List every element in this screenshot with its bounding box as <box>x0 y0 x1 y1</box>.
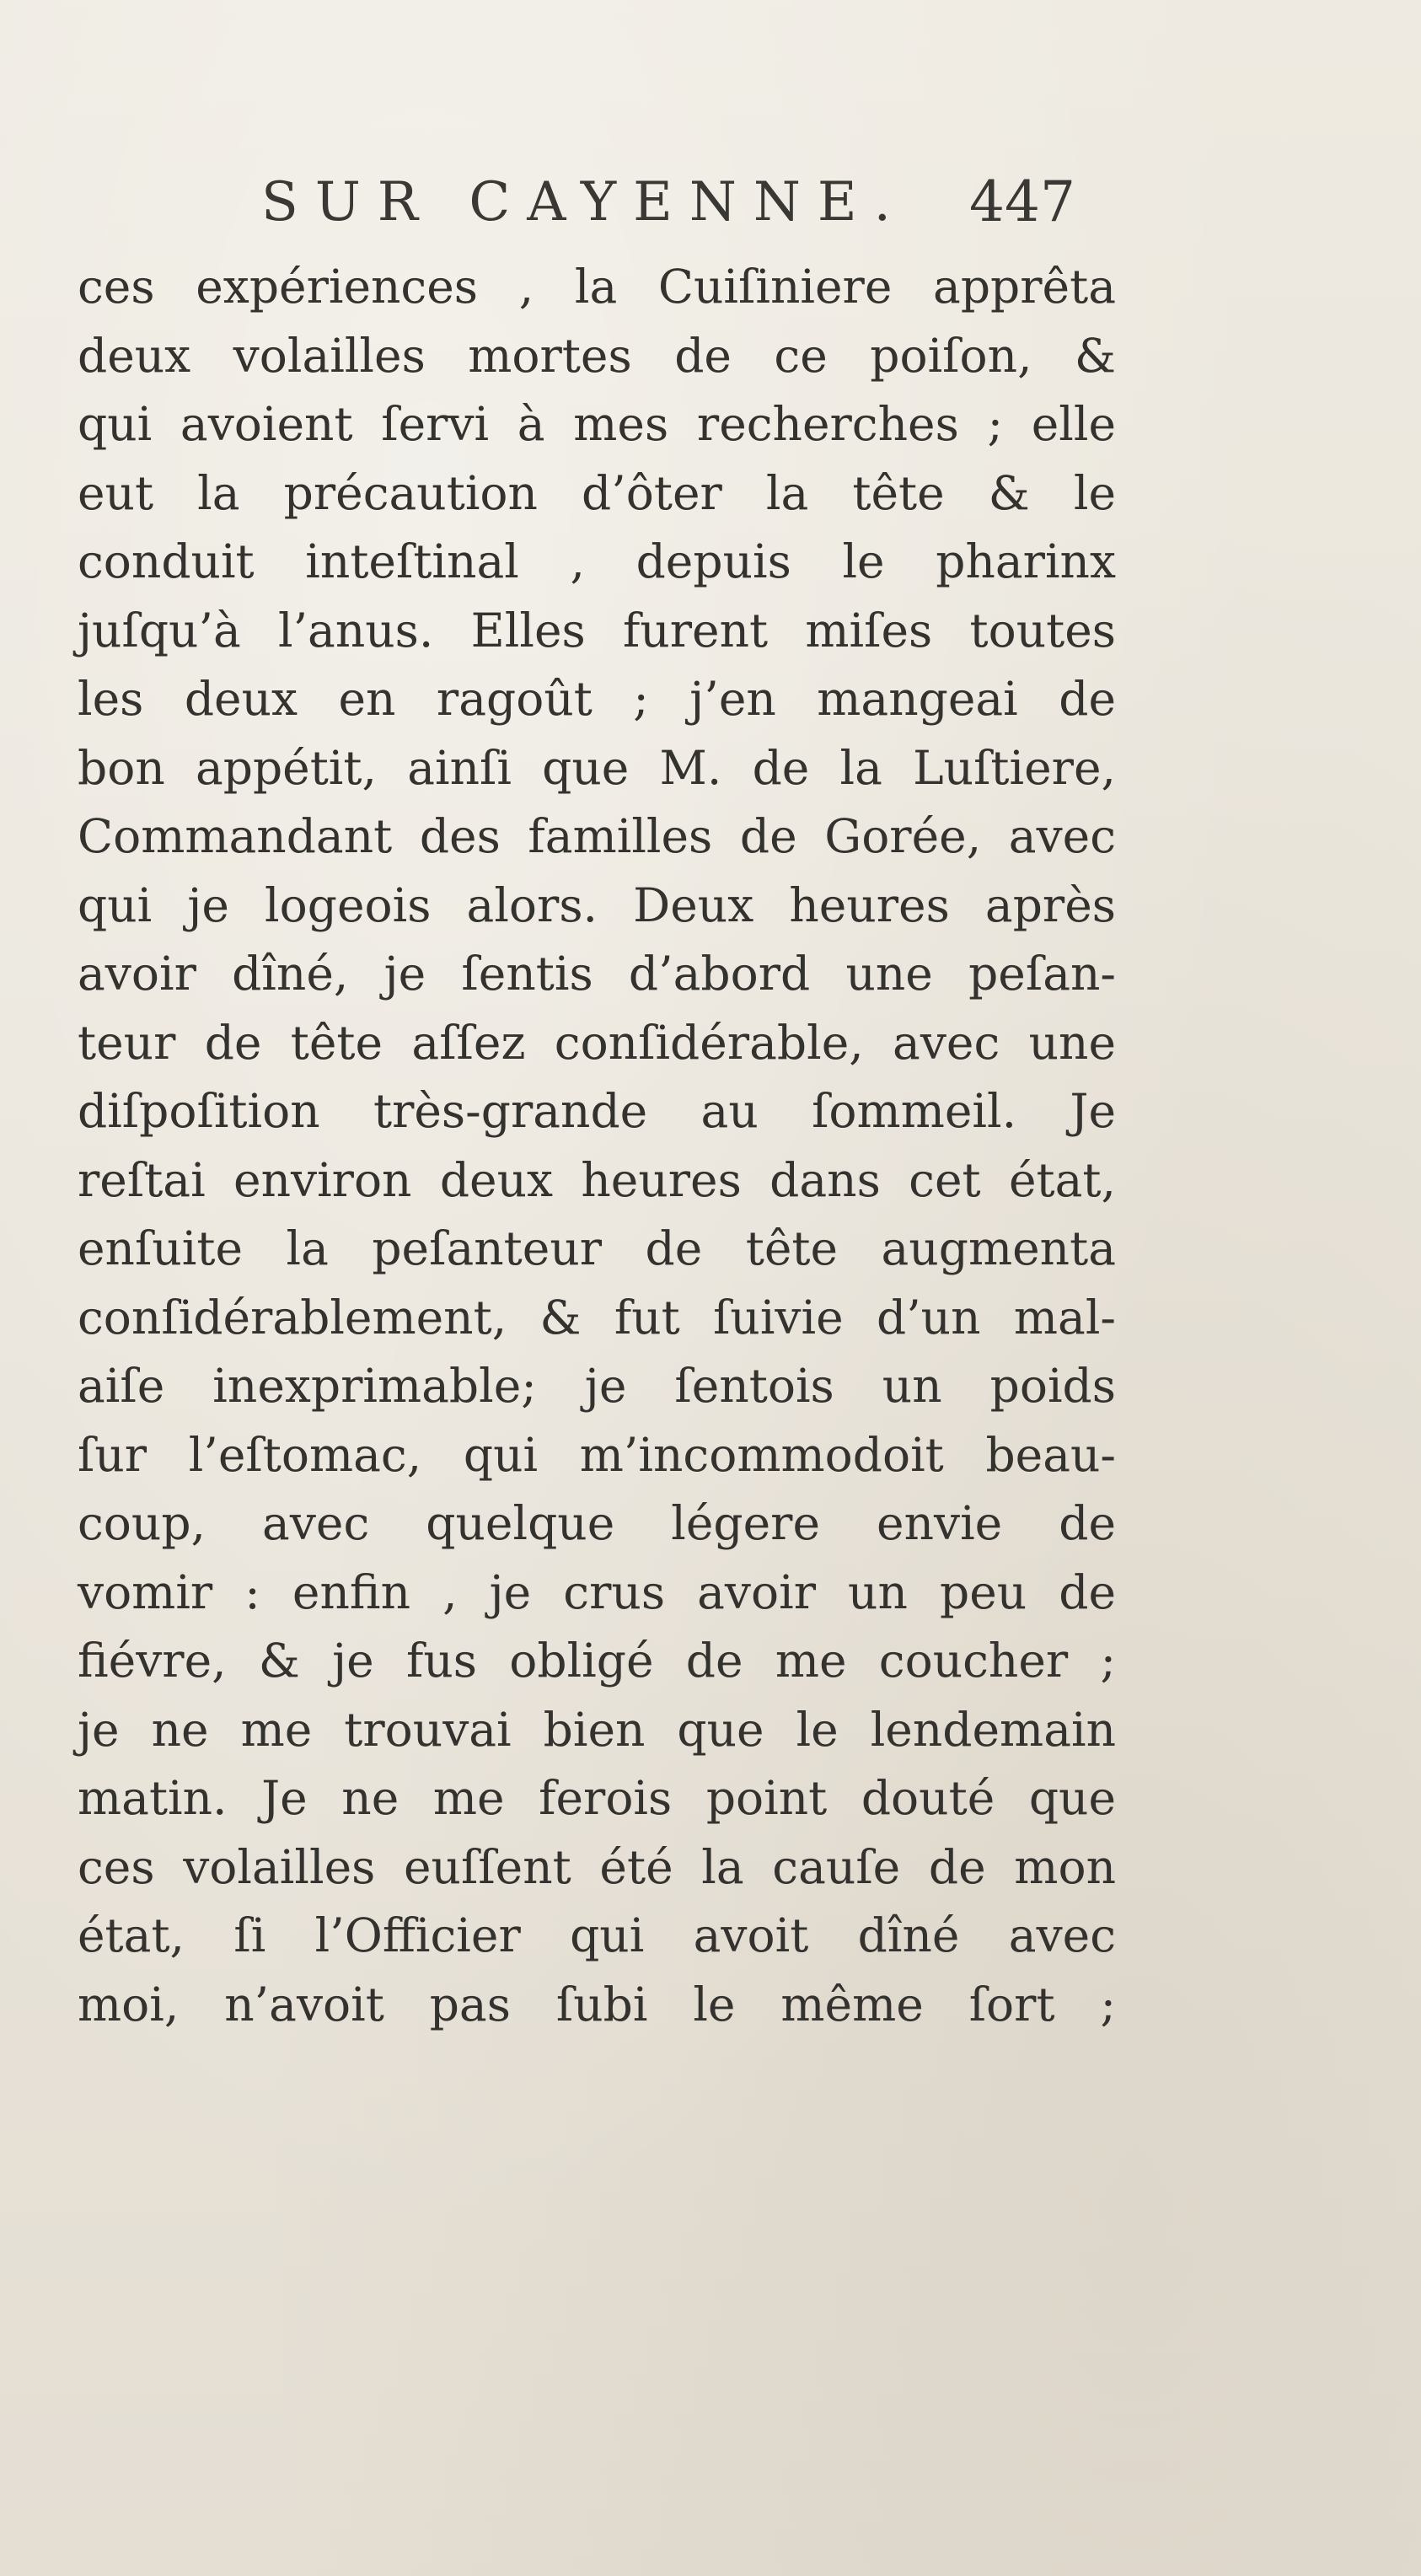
text-line: enſuite la peſanteur de tête augmenta <box>78 1221 1116 1275</box>
text-line: matin. Je ne me ferois point douté que <box>78 1771 1116 1825</box>
text-line: qui je logeois alors. Deux heures après <box>78 877 1116 932</box>
text-line: avoir dîné, je ſentis d’abord une peſan- <box>78 947 1116 1001</box>
text-line: teur de tête aſſez conſidérable, avec une <box>78 1015 1116 1070</box>
text-line: eut la précaution d’ôter la tête & le <box>78 465 1116 520</box>
page-number: 447 <box>969 169 1075 234</box>
text-line: aiſe inexprimable; je ſentois un poids <box>78 1359 1116 1413</box>
text-line: les deux en ragoût ; j’en mangeai de <box>78 672 1116 726</box>
text-line: Commandant des familles de Gorée, avec <box>78 809 1116 863</box>
running-head <box>261 164 1104 240</box>
text-line: bon appétit, ainſi que M. de la Luſtiere, <box>78 740 1116 795</box>
text-line: conduit inteſtinal , depuis le pharinx <box>78 534 1116 588</box>
body-text <box>78 253 1116 2039</box>
text-line: état, ſi l’Officier qui avoit dîné avec <box>78 1908 1116 1962</box>
text-line: ces expériences , la Cuiſiniere apprêta <box>78 260 1116 314</box>
text-line: je ne me trouvai bien que le lendemain <box>78 1702 1116 1757</box>
text-line: juſqu’à l’anus. Elles furent miſes toutes <box>78 603 1116 657</box>
text-line: qui avoient ſervi à mes recherches ; elle <box>78 397 1116 451</box>
running-title: SUR CAYENNE. <box>261 171 908 233</box>
text-line: deux volailles mortes de ce poiſon, & <box>78 328 1116 383</box>
text-line: conſidérablement, & fut ſuivie d’un mal- <box>78 1290 1116 1344</box>
text-line: fiévre, & je fus obligé de me coucher ; <box>78 1634 1116 1688</box>
text-line: vomir : enfin , je crus avoir un peu de <box>78 1564 1116 1619</box>
text-line: reſtai environ deux heures dans cet état, <box>78 1152 1116 1207</box>
text-line: coup, avec quelque légere envie de <box>78 1496 1116 1550</box>
text-line: moi, n’avoit pas ſubi le même ſort ; <box>78 1977 1116 2031</box>
text-line: diſpoſition très-grande au ſommeil. Je <box>78 1084 1116 1138</box>
text-line: ſur l’eſtomac, qui m’incommodoit beau- <box>78 1427 1116 1482</box>
text-line: ces volailles euſſent été la cauſe de mon <box>78 1839 1116 1894</box>
